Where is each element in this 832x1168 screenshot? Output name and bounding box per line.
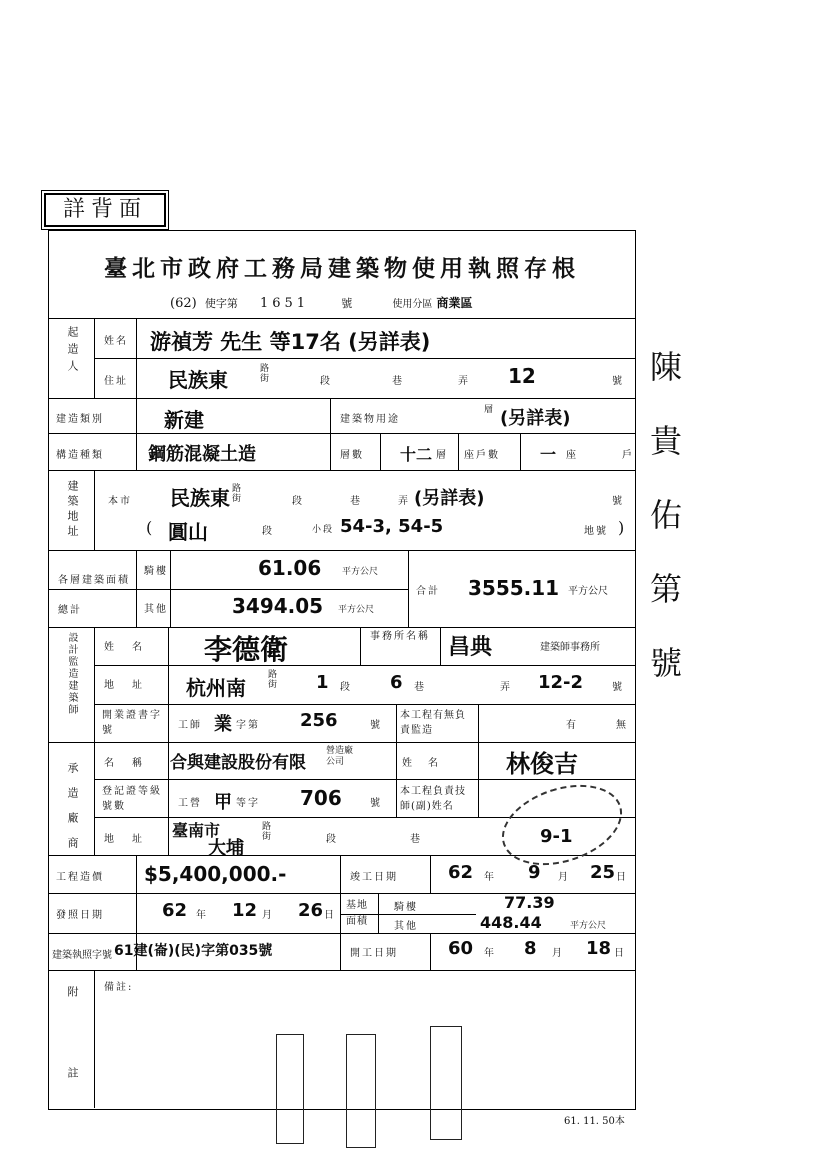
architect-addr-label: 地址	[104, 680, 160, 691]
person-label: 姓名	[402, 758, 454, 769]
col-line	[168, 627, 169, 855]
use-value: (另詳表)	[500, 408, 571, 429]
other-value: 3494.05	[232, 594, 324, 618]
start-day: 18	[586, 938, 612, 959]
office-suffix: 建築師事務所	[540, 642, 600, 653]
xiang-label: 巷	[392, 376, 404, 387]
col-line	[94, 627, 95, 855]
total-value: 3555.11	[468, 576, 560, 600]
seal-stamp	[276, 1034, 304, 1144]
contractor-xiang: 巷	[410, 834, 422, 845]
applicant-no: 12	[508, 364, 536, 388]
permit-suffix: 號	[341, 297, 353, 310]
permit-label: 建築執照字號	[52, 950, 112, 961]
reg-hao: 號	[370, 798, 382, 809]
person-value: 林俊吉	[506, 750, 578, 778]
col-line	[330, 398, 331, 470]
applicant-section-label: 起造人	[66, 326, 79, 377]
zone-value: 商業區	[436, 296, 473, 310]
permit-year: (62)	[170, 296, 197, 311]
row-line	[94, 779, 636, 780]
floor-unit: 層	[484, 405, 496, 415]
notes-label: 備註:	[104, 982, 134, 993]
close-paren: )	[618, 518, 625, 537]
arcade-label: 騎樓	[144, 566, 168, 577]
base-label: 基地面積	[346, 900, 368, 927]
permit-line	[170, 294, 630, 311]
done-y-unit: 年	[484, 872, 496, 883]
lic-mid: 字第	[236, 720, 260, 731]
site-hao: 號	[612, 496, 624, 507]
row-line	[94, 742, 636, 743]
footer-note: 61. 11. 50本	[564, 1116, 625, 1127]
contractor-name: 合與建設股份有限	[170, 753, 306, 773]
contractor-addr-city: 臺南市	[172, 821, 221, 840]
header-tag: 詳背面	[44, 193, 166, 227]
base-unit: 平方公尺	[570, 921, 607, 931]
col-line	[340, 855, 341, 970]
area-unit: 平方公尺	[342, 567, 379, 577]
site-lot-suffix: 地號	[584, 526, 608, 537]
done-day: 25	[590, 862, 616, 883]
col-line	[136, 550, 137, 627]
start-year: 60	[448, 938, 474, 959]
site-area: 圓山	[168, 520, 208, 544]
arcade-value: 61.06	[258, 556, 322, 580]
supervise-suffix: 無	[616, 720, 628, 731]
col-line	[94, 318, 95, 398]
seal-stamp	[430, 1026, 462, 1140]
issue-day: 26	[298, 900, 324, 921]
site-lot: 54-3, 54-5	[340, 516, 444, 537]
issue-year: 62	[162, 900, 188, 921]
site-road-unit: 路街	[232, 484, 244, 504]
site-duan2: 段	[262, 526, 274, 537]
contractor-duan: 段	[326, 834, 338, 845]
col-line	[360, 627, 361, 665]
row-line	[48, 627, 636, 628]
floors-value: 十二	[400, 445, 433, 464]
site-nong: 弄	[398, 496, 410, 507]
zone-label: 使用分區	[392, 299, 433, 310]
col-line	[408, 550, 409, 627]
units-unit: 座	[566, 450, 578, 461]
supervise-value: 有	[566, 720, 578, 731]
lic-char: 業	[214, 714, 232, 735]
road-unit: 路街	[260, 364, 272, 384]
issue-month: 12	[232, 900, 258, 921]
col-line	[378, 893, 379, 933]
site-city: 本市	[108, 496, 132, 507]
col-line	[440, 627, 441, 665]
site-house: (另詳表)	[414, 488, 485, 509]
col-line	[94, 470, 95, 550]
floors-unit: 層	[436, 450, 448, 461]
seal-stamp	[346, 1034, 376, 1148]
reg-mid: 等字	[236, 798, 260, 809]
contractor-section-label: 承造廠商	[66, 762, 79, 862]
row-line	[94, 358, 636, 359]
done-m-unit: 月	[558, 872, 570, 883]
permit-prefix: 使字第	[204, 297, 238, 310]
supervise-label: 本工程有無負責監造	[400, 710, 466, 736]
tech-label: 本工程負責技師(副)姓名	[400, 786, 466, 812]
row-line	[48, 970, 636, 971]
architect-hao: 號	[612, 682, 624, 693]
architect-road-unit: 路街	[268, 670, 280, 690]
other-label: 其他	[144, 604, 168, 615]
architect-road: 杭州南	[186, 676, 246, 700]
page-title: 臺北市政府工務局建築物使用執照存根	[104, 255, 580, 282]
permit-number: 1651	[259, 296, 310, 311]
duan-label: 段	[320, 376, 332, 387]
site-xiang: 巷	[350, 496, 362, 507]
reg-prefix: 工營	[178, 798, 202, 809]
area-section-label: 各層建築面積總計	[58, 575, 130, 616]
hu-label: 戶	[622, 450, 634, 461]
architect-xiang: 巷	[414, 682, 426, 693]
row-line	[48, 470, 636, 471]
nong-label: 弄	[458, 376, 470, 387]
struct-label: 構造種類	[56, 450, 104, 461]
contractor-name-suffix: 營造廠公司	[326, 746, 354, 767]
site-duan: 段	[292, 496, 304, 507]
col-line	[430, 933, 431, 970]
done-d-unit: 日	[616, 872, 628, 883]
architect-name-label: 姓名	[104, 642, 160, 653]
issue-d-unit: 日	[324, 910, 336, 921]
issue-m-unit: 月	[262, 910, 274, 921]
done-label: 竣工日期	[350, 872, 398, 883]
architect-no: 12-2	[538, 672, 584, 693]
base-arcade-label: 騎樓	[394, 902, 418, 913]
lic-no: 256	[300, 710, 338, 731]
office-value: 昌典	[448, 635, 493, 660]
start-y-unit: 年	[484, 948, 496, 959]
lic-label: 開業證書字號	[102, 710, 162, 736]
architect-name: 李德衛	[204, 633, 289, 666]
start-month: 8	[524, 938, 537, 959]
col-line	[458, 433, 459, 470]
contractor-addr-road: 大埔	[208, 838, 244, 859]
side-stamp: 陳貴佑 第 號	[650, 348, 683, 682]
type-label: 建造類別	[56, 414, 104, 425]
applicant-name-label: 姓名	[104, 336, 128, 347]
architect-section-label: 設計監造建築師	[66, 632, 77, 716]
use-label: 建築物用途	[340, 414, 400, 425]
applicant-name: 游禎芳 先生 等17名 (另詳表)	[150, 330, 431, 354]
units-value: 一	[540, 445, 557, 464]
row-line	[94, 665, 636, 666]
base-arcade-value: 77.39	[504, 893, 555, 912]
architect-duan: 段	[340, 682, 352, 693]
col-line	[136, 318, 137, 398]
issue-label: 發照日期	[56, 910, 104, 921]
open-paren: (	[146, 518, 153, 537]
col-line	[520, 433, 521, 470]
reg-label: 登記證等級號數	[102, 786, 162, 812]
base-other-value: 448.44	[480, 913, 542, 932]
lic-prefix: 工師	[178, 720, 202, 731]
col-line	[380, 433, 381, 470]
site-road: 民族東	[170, 486, 230, 510]
reg-char: 甲	[214, 792, 232, 813]
col-line	[396, 704, 397, 817]
type-value: 新建	[164, 408, 204, 432]
start-label: 開工日期	[350, 948, 398, 959]
contractor-name-label: 名稱	[104, 758, 160, 769]
hao-label: 號	[612, 376, 624, 387]
start-m-unit: 月	[552, 948, 564, 959]
architect-nong: 弄	[500, 682, 512, 693]
done-year: 62	[448, 862, 474, 883]
architect-xiang-no: 6	[390, 672, 403, 693]
lic-hao: 號	[370, 720, 382, 731]
col-line	[136, 398, 137, 470]
base-other-label: 其他	[394, 921, 418, 932]
applicant-addr-road: 民族東	[168, 368, 228, 392]
site-sub-label: 小段	[312, 525, 335, 535]
permit-value: 61建(崙)(民)字第035號	[114, 943, 273, 959]
reg-no: 706	[300, 786, 342, 810]
notes-section-label: 附註	[66, 986, 79, 1148]
architect-duan-no: 1	[316, 672, 329, 693]
row-line	[48, 742, 96, 743]
issue-y-unit: 年	[196, 910, 208, 921]
done-month: 9	[528, 862, 541, 883]
struct-value: 鋼筋混凝土造	[148, 444, 256, 465]
area-unit: 平方公尺	[338, 605, 375, 615]
cost-value: $5,400,000.-	[144, 862, 287, 886]
office-label: 事務所名稱	[370, 631, 430, 642]
col-line	[170, 550, 171, 627]
cost-label: 工程造價	[56, 872, 104, 883]
col-line	[478, 704, 479, 817]
contractor-road-unit: 路街	[262, 822, 274, 842]
total-label: 合計	[416, 586, 440, 597]
units-label: 座戶數	[464, 450, 500, 461]
site-section-label: 建築地址	[66, 480, 79, 540]
row-line	[94, 704, 636, 705]
applicant-addr-label: 住址	[104, 376, 128, 387]
contractor-addr-label: 地址	[104, 834, 160, 845]
col-line	[94, 970, 95, 1108]
col-line	[430, 855, 431, 893]
total-unit: 平方公尺	[568, 586, 608, 597]
start-d-unit: 日	[614, 948, 626, 959]
floors-label: 層數	[340, 450, 364, 461]
contractor-no: 9-1	[540, 826, 573, 847]
